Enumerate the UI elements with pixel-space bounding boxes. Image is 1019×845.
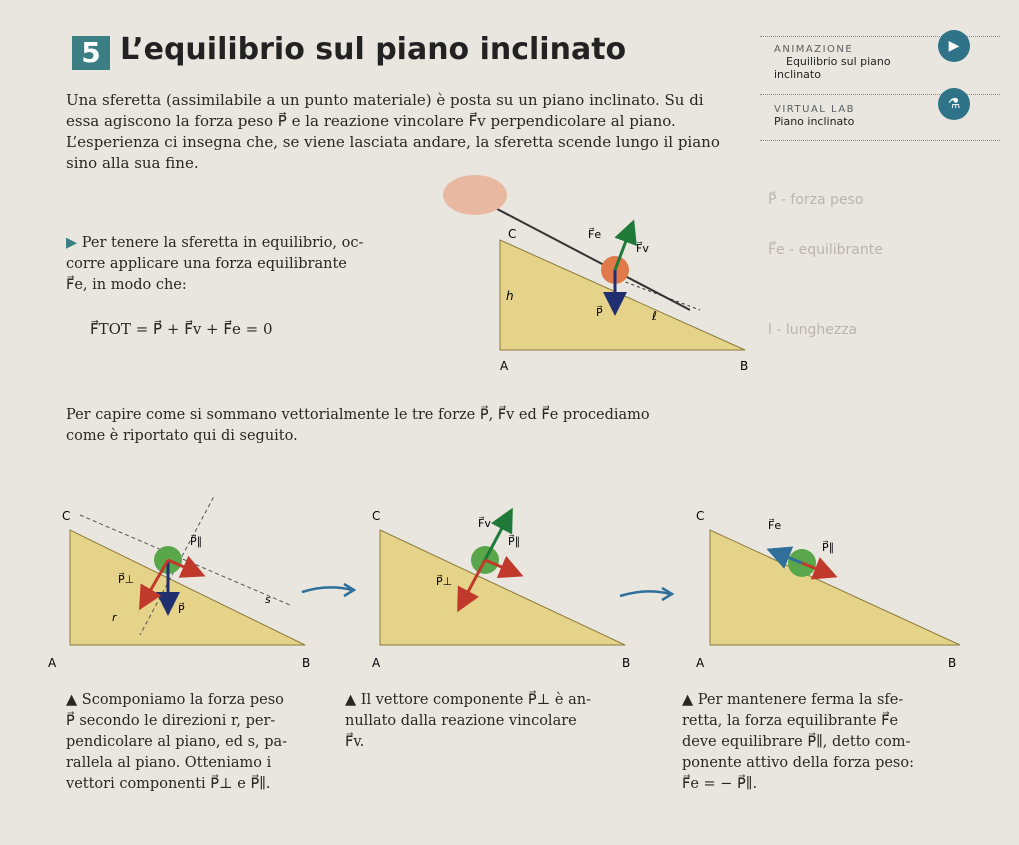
handwritten-note: l - lunghezza <box>768 322 858 338</box>
bullet-icon: ▶ <box>66 235 82 251</box>
caption-line: P⃗ secondo le direzioni r, per- <box>66 713 276 729</box>
animation-label: ANIMAZIONE <box>774 44 854 55</box>
flask-icon[interactable]: ⚗ <box>938 88 970 120</box>
equilibrium-line: F⃗e, in modo che: <box>66 277 187 293</box>
inclined-plane <box>500 240 745 350</box>
sum-text <box>66 405 650 447</box>
label-b: B <box>740 359 749 373</box>
animation-box[interactable] <box>774 44 891 81</box>
label-ppar: P⃗∥ <box>190 535 203 548</box>
caption-line: nullato dalla reazione vincolare <box>345 713 577 729</box>
main-inclined-plane-diagram <box>420 170 760 380</box>
caption-line: ▲ Il vettore componente P⃗⊥ è an- <box>345 692 591 708</box>
label-fv: F⃗v <box>478 517 491 530</box>
step-diagram-equilibrium <box>690 495 980 675</box>
label-b: B <box>302 656 311 670</box>
label-a: A <box>500 359 509 373</box>
caption-line: ponente attivo della forza peso: <box>682 755 914 771</box>
intro-paragraph <box>66 90 720 174</box>
caption-line: pendicolare al piano, ed s, pa- <box>66 734 288 750</box>
equilibrium-formula: F⃗TOT = P⃗ + F⃗v + F⃗e = 0 <box>90 320 273 338</box>
label-p: P⃗ <box>596 306 603 319</box>
label-ppar: P⃗∥ <box>508 535 521 548</box>
inclined-plane <box>710 530 960 645</box>
label-a: A <box>696 656 705 670</box>
caption-line: ▲ Scomponiamo la forza peso <box>66 692 284 708</box>
lab-label: VIRTUAL LAB <box>774 104 856 115</box>
animation-text: Equilibrio sul piano <box>786 55 891 68</box>
play-icon[interactable]: ▶ <box>938 30 970 62</box>
caption-line: F⃗e = − P⃗∥. <box>682 776 758 792</box>
label-p: P⃗ <box>178 603 185 616</box>
animation-text-2: inclinato <box>774 68 821 81</box>
label-b: B <box>622 656 631 670</box>
label-l: ℓ <box>652 309 657 323</box>
caption-step-1 <box>66 690 287 795</box>
divider <box>760 140 1000 141</box>
label-b: B <box>948 656 957 670</box>
label-c: C <box>372 509 381 523</box>
equilibrium-line: Per tenere la sferetta in equilibrio, oc- <box>81 235 364 251</box>
equilibrium-text <box>66 233 363 296</box>
label-fv: F⃗v <box>636 242 649 255</box>
label-fe: F⃗e <box>768 519 782 532</box>
handwritten-note: P⃗ - forza peso <box>768 192 864 208</box>
arrow-right-icon <box>298 578 358 602</box>
sum-line: come è riportato qui di seguito. <box>66 428 298 444</box>
label-r: r <box>112 611 117 624</box>
lab-box[interactable] <box>774 104 855 128</box>
caption-line: vettori componenti P⃗⊥ e P⃗∥. <box>66 776 271 792</box>
caption-line: F⃗v. <box>345 734 365 750</box>
label-s: s <box>265 593 271 606</box>
label-fe: F⃗e <box>588 228 602 241</box>
inclined-plane <box>70 530 305 645</box>
label-a: A <box>48 656 57 670</box>
label-c: C <box>62 509 71 523</box>
label-h: h <box>506 289 514 303</box>
caption-line: deve equilibrare P⃗∥, detto com- <box>682 734 911 750</box>
intro-line: sino alla sua fine. <box>66 154 199 172</box>
sum-line: Per capire come si sommano vettorialmente le tre forze P⃗, F⃗v ed F⃗e procediamo <box>66 407 650 423</box>
hand-image <box>443 175 507 215</box>
arrow-right-icon <box>616 582 676 606</box>
label-pperp: P⃗⊥ <box>118 573 135 586</box>
label-c: C <box>508 227 517 241</box>
page-title: L’equilibrio sul piano inclinato <box>120 32 627 67</box>
caption-step-2 <box>345 690 591 753</box>
label-c: C <box>696 509 705 523</box>
caption-step-3 <box>682 690 914 795</box>
step-diagram-decomposition <box>40 495 320 675</box>
lab-text: Piano inclinato <box>774 115 855 128</box>
intro-line: L’esperienza ci insegna che, se viene lasciata andare, la sferetta scende lungo il piano <box>66 133 720 151</box>
caption-line: rallela al piano. Otteniamo i <box>66 755 272 771</box>
label-a: A <box>372 656 381 670</box>
step-diagram-reaction <box>360 495 640 675</box>
caption-line: retta, la forza equilibrante F⃗e <box>682 713 899 729</box>
section-number: 5 <box>72 36 110 70</box>
handwritten-note: F⃗e - equilibrante <box>768 242 883 258</box>
caption-line: ▲ Per mantenere ferma la sfe- <box>682 692 904 708</box>
intro-line: essa agiscono la forza peso P⃗ e la reazione vincolare F⃗v perpendicolare al piano. <box>66 112 676 130</box>
label-ppar: P⃗∥ <box>822 541 835 554</box>
inclined-plane <box>380 530 625 645</box>
label-pperp: P⃗⊥ <box>436 575 453 588</box>
equilibrium-line: corre applicare una forza equilibrante <box>66 256 347 272</box>
intro-line: Una sferetta (assimilabile a un punto materiale) è posta su un piano inclinato. Su di <box>66 91 704 109</box>
